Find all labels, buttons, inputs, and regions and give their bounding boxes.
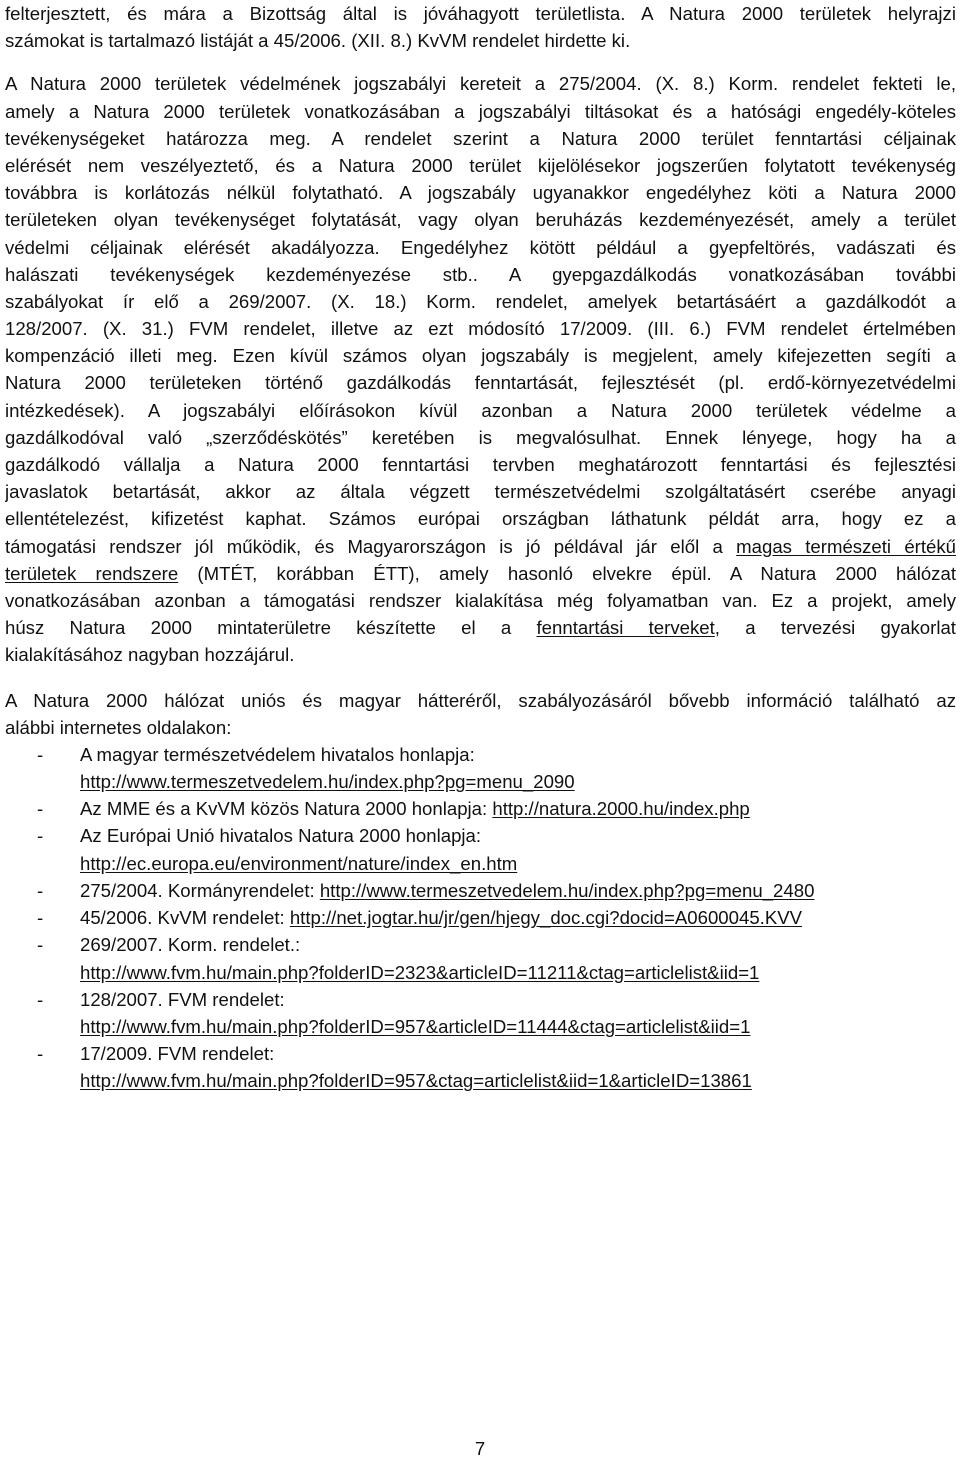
list-item [5, 795, 956, 822]
text-line: továbbra is korlátozás nélkül folytatható. A jogszabály ugyanakkor engedélyhez köti a Natura 2000 [5, 182, 956, 204]
resource-url-link[interactable]: http://natura.2000.hu/index.php [492, 798, 750, 820]
text-line: elérését nem veszélyeztető, és a Natura 2000 terület kijelölésekor jogszerűen folytatott tevékenység [5, 154, 956, 176]
link-mtet[interactable]: magas természeti értékű [736, 535, 956, 557]
link-mtet-cont[interactable]: területek rendszere [5, 562, 179, 584]
resource-url-link[interactable]: http://net.jogtar.hu/jr/gen/hjegy_doc.cgi?docid=A0600045.KVV [289, 907, 803, 929]
list-item [5, 986, 956, 1013]
list-item [5, 877, 956, 904]
text-line: vonatkozásában azonban a támogatási rendszer kialakítása még folyamatban van. Ez a projekt, amely [5, 589, 956, 611]
text-line: intézkedések). A jogszabályi előírásokon kívül azonban a Natura 2000 területek védelme a [5, 399, 956, 421]
resource-url-link[interactable]: http://www.fvm.hu/main.php?folderID=957&ctag=articlelist&iid=1&articleID=13861 [80, 1070, 752, 1092]
list-item-url-line [5, 1067, 956, 1094]
text-line: tevékenységeket határozza meg. A rendelet szerint a Natura 2000 terület fenntartási céljainak [5, 127, 956, 149]
list-item-url-line [5, 850, 956, 877]
resource-url-link[interactable]: http://www.termeszetvedelem.hu/index.php?pg=menu_2090 [80, 771, 575, 793]
list-item [5, 904, 956, 931]
text-line: gazdálkodó vállalja a Natura 2000 fenntartási tervben meghatározott fenntartási és fejlesztési [5, 454, 956, 475]
text-line: támogatási rendszer jól működik, és Magyarországon is jó példával jár elől a magas természeti értékű [5, 535, 956, 557]
text-line: kialakításához nagyban hozzájárul. [5, 644, 295, 666]
list-dash: - [37, 743, 44, 765]
link-fenntartasi-tervek[interactable]: fenntartási terveket [536, 617, 715, 639]
list-item-url-line [5, 959, 956, 986]
text-line: területeken olyan tevékenységet folytatását, vagy olyan beruházás kezdeményezését, amely a terület [5, 209, 956, 231]
paragraph-2 [5, 70, 956, 668]
list-item-label: Az MME és a KvVM közös Natura 2000 honlapja: [80, 798, 493, 820]
list-item-label: A magyar természetvédelem hivatalos honlapja: [80, 743, 475, 765]
text-line: 128/2007. (X. 31.) FVM rendelet, illetve az ezt módosító 17/2009. (III. 6.) FVM rendelet értelmében [5, 318, 956, 340]
paragraph-1 [5, 0, 956, 54]
list-item [5, 931, 956, 958]
resource-url-link[interactable]: http://www.fvm.hu/main.php?folderID=957&articleID=11444&ctag=articlelist&iid=1 [80, 1015, 751, 1037]
list-dash: - [37, 934, 44, 956]
text-line: felterjesztett, és mára a Bizottság által is jóváhagyott területlista. A Natura 2000 területek helyrajzi [5, 3, 956, 24]
text-line: kompenzáció illeti meg. Ezen kívül számos olyan jogszabály is megjelent, amely kifejezetten segíti a [5, 345, 956, 367]
text-line: szabályokat ír elő a 269/2007. (X. 18.) Korm. rendelet, amelyek betartásáért a gazdálkodót a [5, 290, 956, 312]
list-item-label: 17/2009. FVM rendelet: [80, 1043, 275, 1065]
resource-link-list [5, 741, 956, 1095]
resource-url-link[interactable]: http://www.termeszetvedelem.hu/index.php?pg=menu_2480 [319, 879, 815, 901]
text-line: halászati tevékenységek kezdeményezése stb.. A gyepgazdálkodás vonatkozásában további [5, 263, 956, 285]
text-line: A Natura 2000 hálózat uniós és magyar hátteréről, szabályozásáról bővebb információ található az [5, 689, 956, 711]
text-line: Natura 2000 területeken történő gazdálkodás fenntartását, fejlesztését (pl. erdő-környezetvédelmi [5, 372, 956, 394]
list-item-label: 128/2007. FVM rendelet: [80, 988, 285, 1010]
list-dash: - [37, 907, 44, 929]
list-item-label: 45/2006. KvVM rendelet: [80, 907, 290, 929]
list-item [5, 1040, 956, 1067]
text-line: alábbi internetes oldalakon: [5, 716, 232, 738]
text-line: gazdálkodóval való „szerződéskötés” keretében is megvalósulhat. Ennek lényege, hogy ha a [5, 426, 956, 448]
list-dash: - [37, 988, 44, 1010]
list-item [5, 741, 956, 768]
text-line: A Natura 2000 területek védelmének jogszabályi kereteit a 275/2004. (X. 8.) Korm. rendelet fekteti le, [5, 73, 956, 95]
paragraph-3 [5, 687, 956, 741]
resource-url-link[interactable]: http://ec.europa.eu/environment/nature/index_en.htm [80, 852, 518, 874]
page-number: 7 [474, 1438, 486, 1459]
text-line: amely a Natura 2000 területek vonatkozásában a jogszabályi tiltásokat és a hatósági engedély-köteles [5, 100, 956, 122]
text-line: húsz Natura 2000 mintaterületre készítette el a fenntartási terveket, a tervezési gyakorlat [5, 617, 956, 639]
resource-url-link[interactable]: http://www.fvm.hu/main.php?folderID=2323&articleID=11211&ctag=articlelist&iid=1 [80, 961, 760, 983]
list-item-label: 275/2004. Kormányrendelet: [80, 879, 320, 901]
text-line: területek rendszere (MTÉT, korábban ÉTT), amely hasonló elvekre épül. A Natura 2000 hálózat [5, 562, 956, 584]
text-line: javaslatok betartását, akkor az általa végzett természetvédelmi szolgáltatásért cserébe anyagi [5, 481, 956, 503]
list-item [5, 822, 956, 849]
list-item-label: Az Európai Unió hivatalos Natura 2000 honlapja: [80, 825, 482, 847]
list-dash: - [37, 825, 44, 847]
list-dash: - [37, 879, 44, 901]
text-line: védelmi céljainak elérését akadályozza. Engedélyhez kötött például a gyepfeltörés, vadászati és [5, 236, 956, 258]
text-line: ellentételezést, kifizetést kaphat. Számos európai országban láthatunk példát arra, hogy ez a [5, 508, 956, 530]
list-dash: - [37, 1043, 44, 1065]
document-page [5, 0, 956, 1095]
list-item-url-line [5, 1013, 956, 1040]
text-line: számokat is tartalmazó listáját a 45/2006. (XII. 8.) KvVM rendelet hirdette ki. [5, 30, 631, 52]
list-item-label: 269/2007. Korm. rendelet.: [80, 934, 301, 956]
list-item-url-line [5, 768, 956, 795]
list-dash: - [37, 798, 44, 820]
